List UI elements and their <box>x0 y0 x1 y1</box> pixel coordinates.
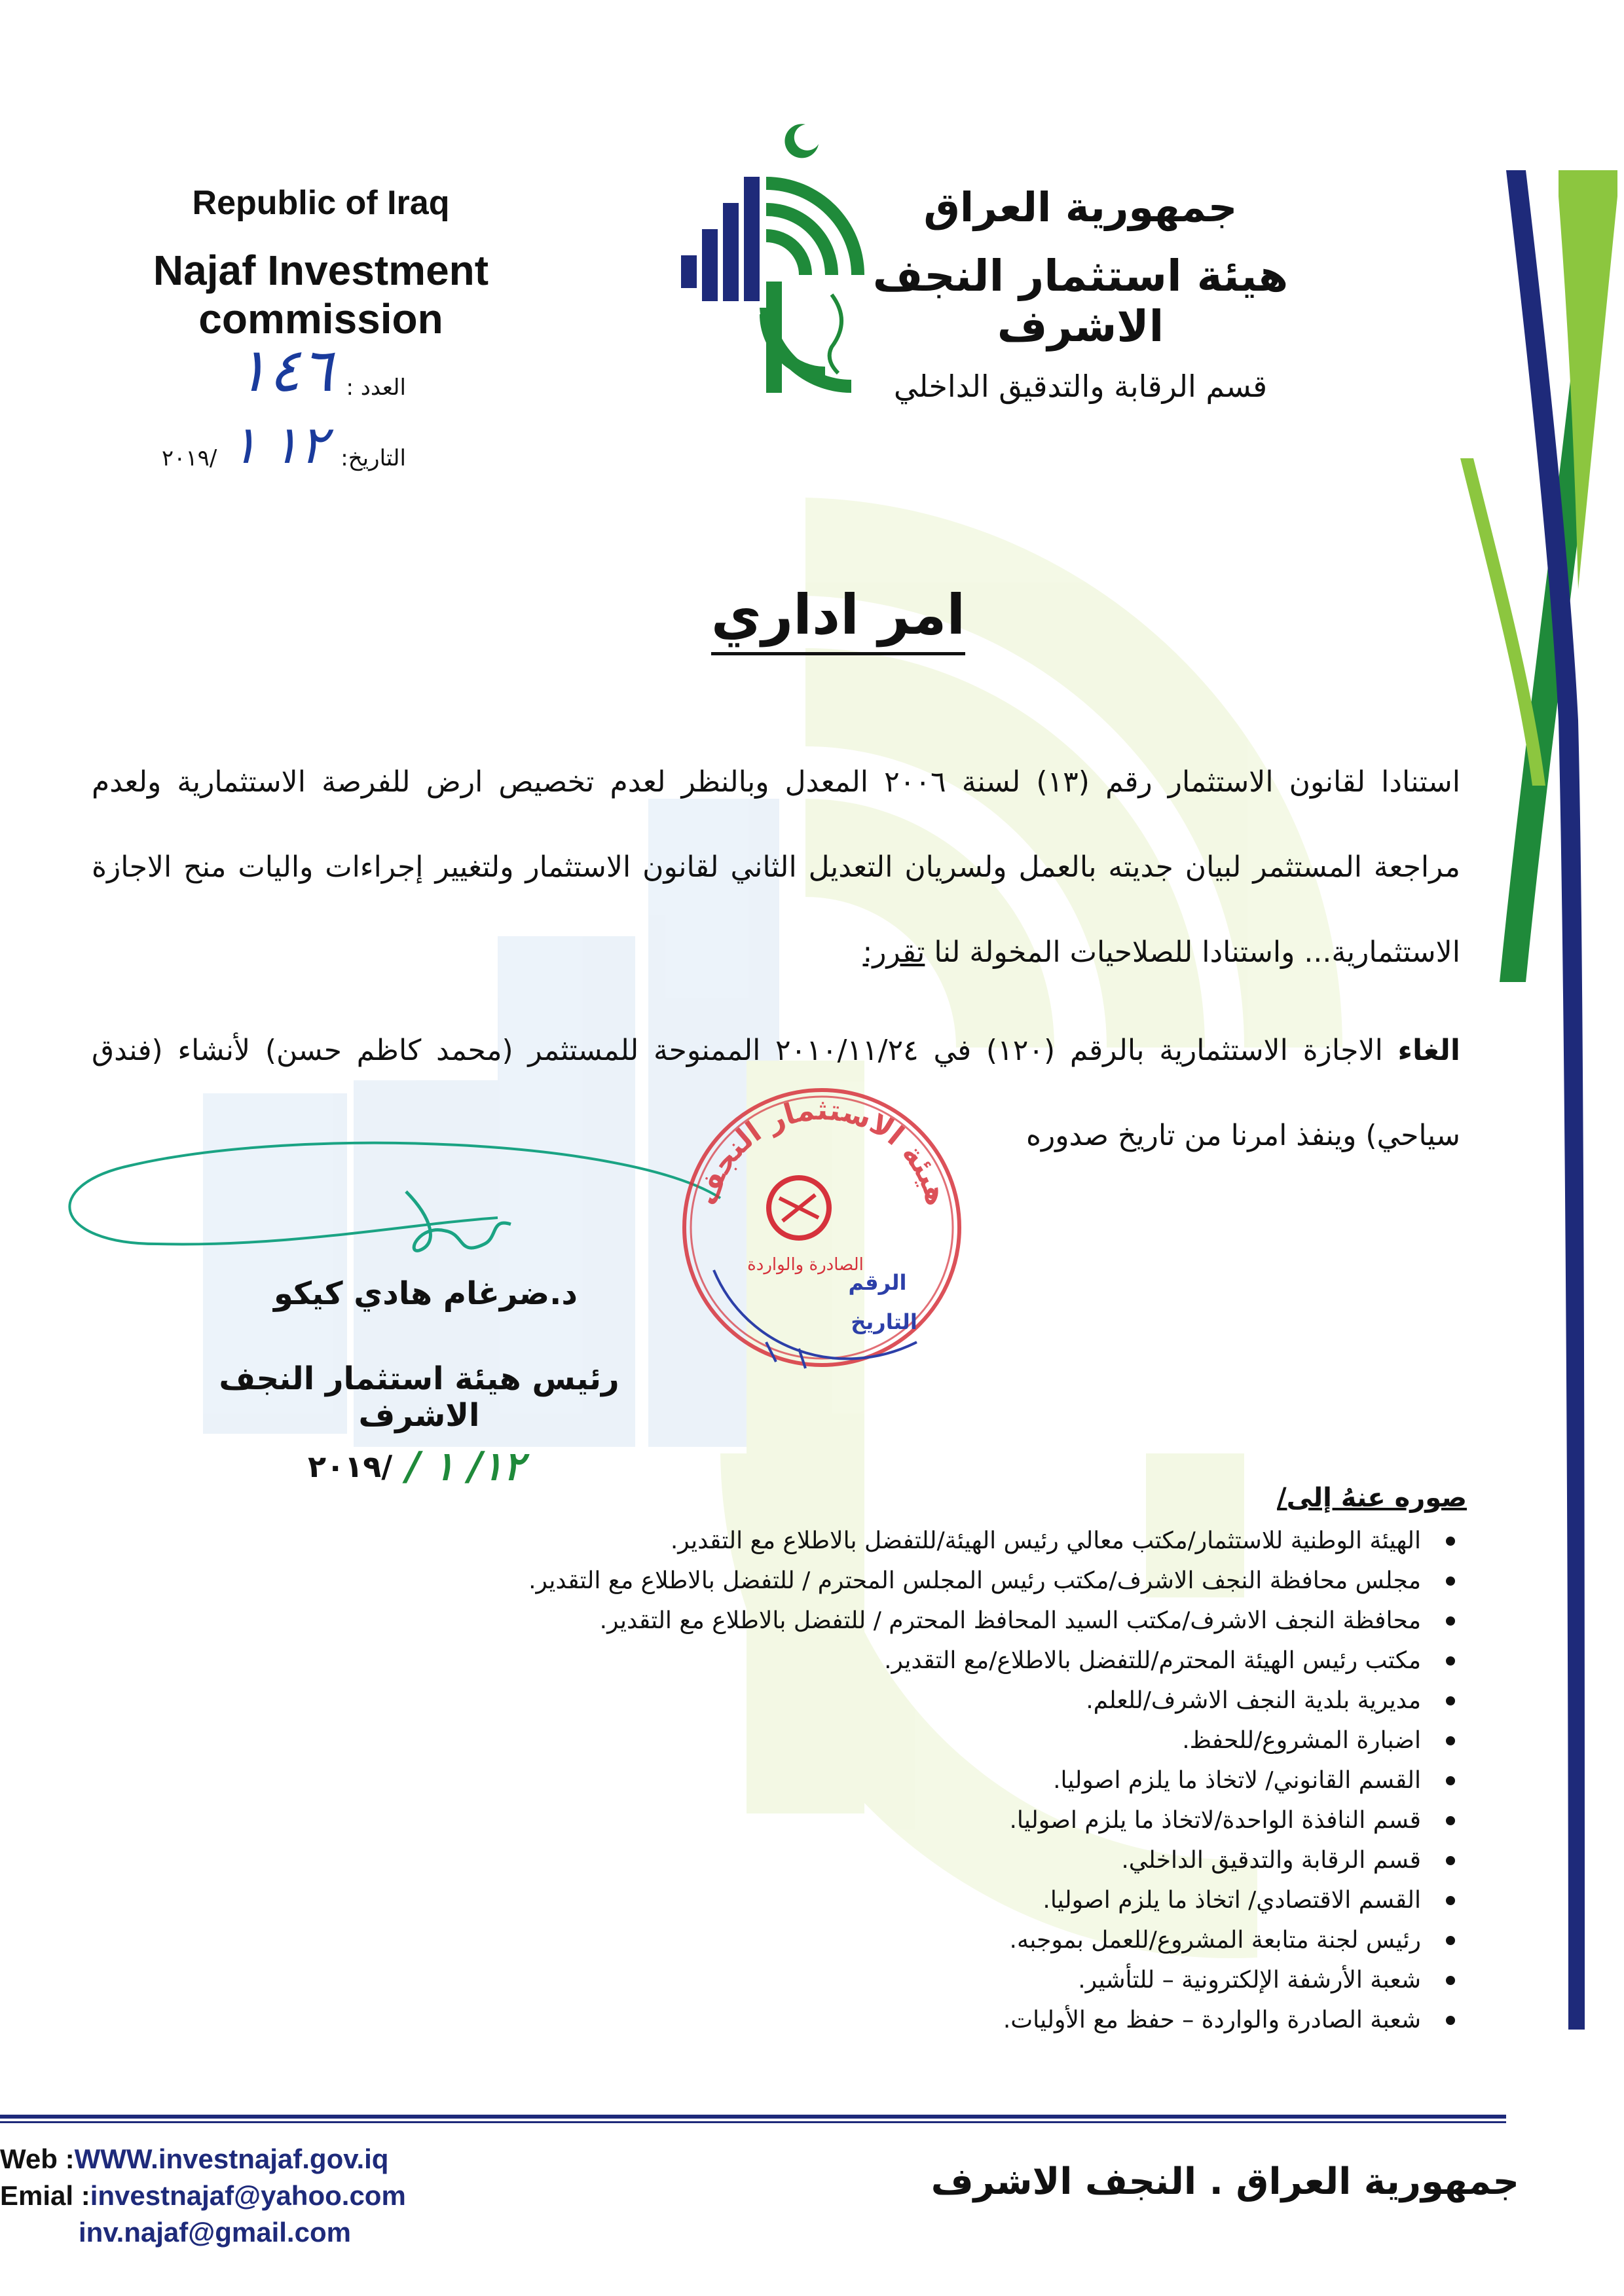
website-label: Web : <box>0 2143 75 2174</box>
list-item <box>589 1721 1467 1760</box>
commission-name-ar: هيئة استثمار النجف الاشرف <box>872 251 1289 352</box>
official-stamp <box>668 1074 976 1381</box>
list-item <box>528 1561 1467 1601</box>
email-row-2 <box>0 2214 458 2251</box>
decree-text: الاجازة الاستثمارية بالرقم (١٢٠) في ٢٠١٠/١١/٢٤ الممنوحة للمستثمر (محمد كاظم حسن) لأنشاء (فندق سياحي) وينفذ امرنا من تاريخ صدوره <box>92 1034 1460 1152</box>
bullet-icon <box>1446 1856 1455 1865</box>
email-label: Emial : <box>0 2180 90 2211</box>
decorative-side-stripes <box>1454 0 1624 2296</box>
stamp-inner-text: الصادرة والواردة <box>747 1255 864 1275</box>
copy-to-list <box>528 1521 1467 2040</box>
bullet-icon <box>1446 1576 1455 1586</box>
website-link[interactable]: WWW.investnajaf.gov.iq <box>74 2143 389 2174</box>
list-item-text: مكتب رئيس الهيئة المحترم/للتفضل بالاطلاع/مع التقدير. <box>884 1647 1421 1674</box>
list-item <box>589 1880 1467 1920</box>
document-title <box>589 583 1087 647</box>
list-item <box>589 1601 1467 1641</box>
email-link-gmail[interactable]: inv.najaf@gmail.com <box>79 2217 351 2248</box>
document-meta <box>131 335 406 490</box>
arabic-header <box>819 183 1342 404</box>
bullet-icon <box>1446 2016 1455 2025</box>
signatory-title: رئيس هيئة استثمار النجف الاشرف <box>219 1360 619 1434</box>
bullet-icon <box>1446 1816 1455 1825</box>
footer-divider <box>0 2115 1506 2119</box>
footer-address: جمهورية العراق . النجف الاشرف <box>931 2160 1519 2203</box>
stamp-date-label: التاريخ <box>851 1309 917 1334</box>
list-item-text: شعبة الأرشفة الإلكترونية – للتأشير. <box>1078 1967 1421 1994</box>
bullet-icon <box>1446 1896 1455 1905</box>
signature-date-year: ٢٠١٩/ <box>308 1449 393 1484</box>
republic-of-iraq-en: Republic of Iraq <box>192 184 450 222</box>
website-row <box>0 2141 458 2178</box>
republic-of-iraq-ar: جمهورية العراق <box>923 183 1238 231</box>
list-item-text: مديرية بلدية النجف الاشرف/للعلم. <box>1086 1687 1421 1714</box>
list-item-text: مجلس محافظة النجف الاشرف/مكتب رئيس المجلس المحترم / للتفضل بالاطلاع مع التقدير. <box>528 1567 1421 1594</box>
signatory-name: د.ضرغام هادي كيكو <box>274 1275 578 1312</box>
email-link-yahoo[interactable]: investnajaf@yahoo.com <box>90 2180 406 2211</box>
bullet-icon <box>1446 1656 1455 1666</box>
bullet-icon <box>1446 1776 1455 1785</box>
document-number-row <box>131 335 406 405</box>
list-item <box>589 1681 1467 1721</box>
list-item <box>589 1521 1467 1561</box>
paragraph-text: استنادا لقانون الاستثمار رقم (١٣) لسنة ٢٠٠٦ المعدل وبالنظر لعدم تخصيص ارض للفرصة الاستثمارية ولعدم مراجعة المستثمر لبيان جديته بالعمل ولسريان التعديل الثاني لقانون الاستثمار ولتغيير إجراءات واليات منح الاجازة الاستثمارية... واستنادا للصلاحيات المخولة لنا <box>92 765 1460 969</box>
list-item-text: قسم الرقابة والتدقيق الداخلي. <box>1121 1847 1421 1874</box>
copy-to-heading: صوره عنهُ إلى/ <box>1277 1483 1467 1513</box>
email-row <box>0 2178 458 2214</box>
number-value: ١٤٦ <box>236 335 333 405</box>
decree-keyword: الغاء <box>1397 1034 1460 1067</box>
list-item <box>589 1800 1467 1840</box>
commission-name-en: Najaf Investment commission <box>153 247 489 342</box>
footer-contact <box>0 2141 458 2251</box>
date-day: ١٢ <box>271 414 328 475</box>
list-item-text: شعبة الصادرة والواردة – حفظ مع الأوليات. <box>1003 2007 1421 2033</box>
list-item <box>589 1920 1467 1960</box>
department-name: قسم الرقابة والتدقيق الداخلي <box>893 369 1268 404</box>
bullet-icon <box>1446 1736 1455 1745</box>
bullet-icon <box>1446 1936 1455 1945</box>
number-label: العدد : <box>346 374 406 401</box>
bullet-icon <box>1446 1976 1455 1985</box>
date-year: /٢٠١٩ <box>161 445 217 471</box>
document-date-row <box>131 414 406 475</box>
list-item <box>589 1641 1467 1681</box>
signature-date <box>308 1444 635 1489</box>
list-item-text: القسم القانوني/ لاتخاذ ما يلزم اصوليا. <box>1053 1767 1421 1794</box>
stamp-top-text: هيئة الاستثمار النجف <box>690 1093 954 1210</box>
list-item <box>589 1960 1467 2000</box>
footer-divider-thin <box>0 2121 1506 2123</box>
bullet-icon <box>1446 1696 1455 1705</box>
list-item <box>589 2000 1467 2040</box>
decision-word: تقرر: <box>862 936 925 969</box>
list-item <box>589 1760 1467 1800</box>
list-item-text: الهيئة الوطنية للاستثمار/مكتب معالي رئيس الهيئة/للتفضل بالاطلاع مع التقدير. <box>670 1527 1421 1554</box>
title-text: امر اداري <box>711 583 965 655</box>
list-item-text: اضبارة المشروع/للحفظ. <box>1182 1727 1421 1754</box>
signature-date-day: /١٢ <box>468 1444 525 1489</box>
copy-to-section <box>528 1483 1467 2040</box>
signature-date-month: / ١ <box>405 1444 455 1489</box>
date-month: ١ <box>230 414 259 475</box>
list-item-text: القسم الاقتصادي/ اتخاذ ما يلزم اصوليا. <box>1043 1887 1421 1914</box>
stamp-number-label: الرقم <box>848 1270 907 1295</box>
list-item-text: محافظة النجف الاشرف/مكتب السيد المحافظ المحترم / للتفضل بالاطلاع مع التقدير. <box>599 1607 1421 1634</box>
bullet-icon <box>1446 1537 1455 1546</box>
list-item-text: رئيس لجنة متابعة المشروع/للعمل بموجبه. <box>1009 1927 1421 1954</box>
body-paragraph <box>92 740 1460 995</box>
english-header <box>26 183 616 343</box>
list-item-text: قسم النافذة الواحدة/لاتخاذ ما يلزم اصوليا. <box>1009 1807 1421 1834</box>
list-item <box>589 1840 1467 1880</box>
bullet-icon <box>1446 1616 1455 1626</box>
date-label: التاريخ: <box>341 445 406 471</box>
